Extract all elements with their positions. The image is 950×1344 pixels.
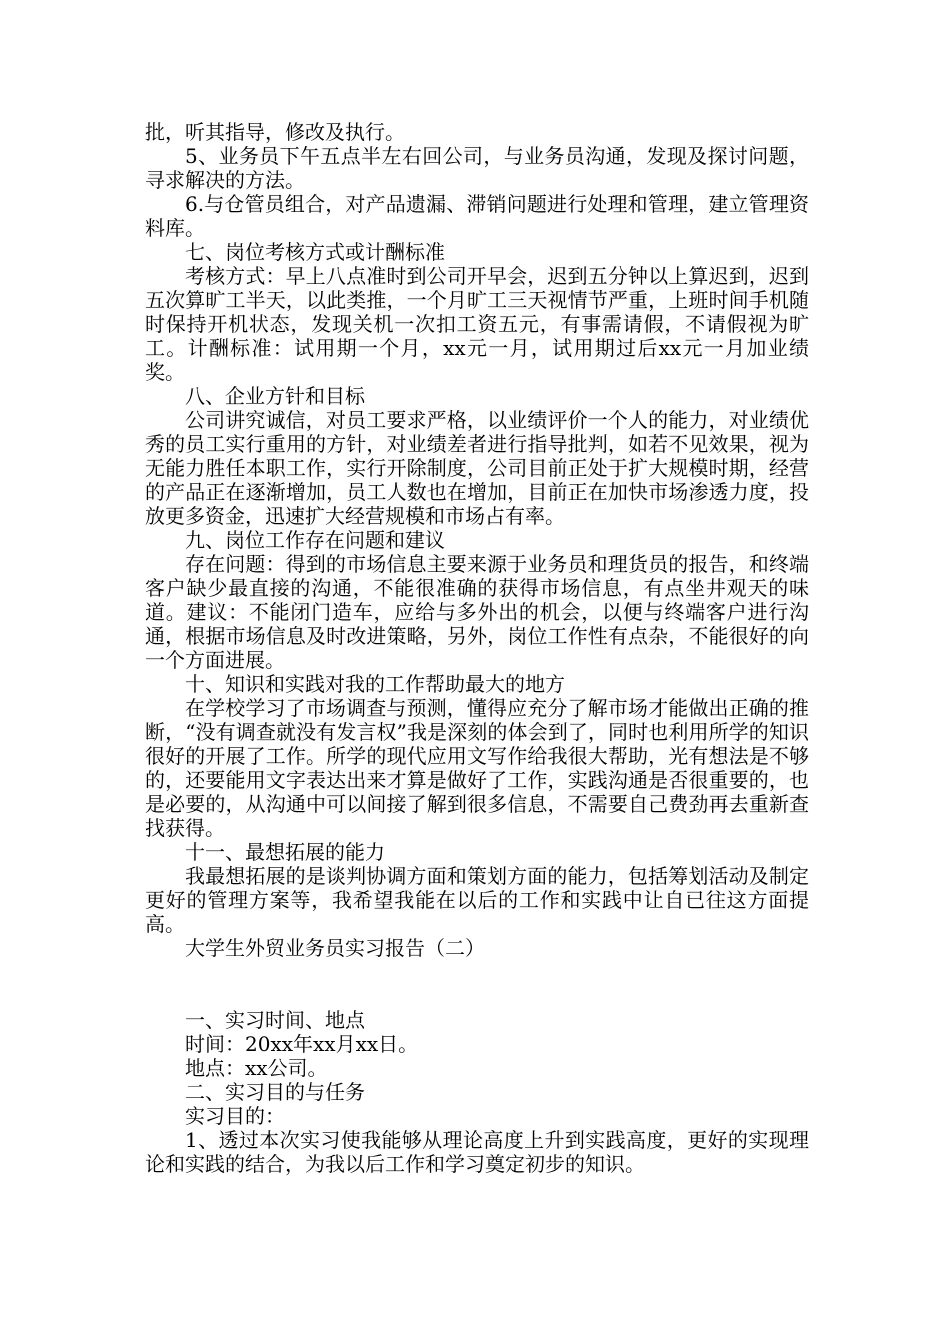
blank-line bbox=[145, 960, 809, 1008]
paragraph-item-6: 6.与仓管员组合，对产品遗漏、滞销问题进行处理和管理，建立管理资料库。 bbox=[145, 192, 809, 240]
section-heading-9: 九、岗位工作存在问题和建议 bbox=[185, 528, 445, 552]
paragraph-problems: 存在问题：得到的市场信息主要来源于业务员和理货员的报告，和终端客户缺少最直接的沟通，不能很准确的获得市场信息，有点坐井观天的味道。建议：不能闭门造车，应给与多外出的机会，以便与终端客户进行沟通，根据市场信息及时改进策略，另外，岗位工作性有点杂，不能很好的向一个方面进展。 bbox=[145, 552, 809, 672]
paragraph-location: 地点：xx公司。 bbox=[185, 1056, 328, 1080]
paragraph-time: 时间：20xx年xx月xx日。 bbox=[185, 1032, 419, 1056]
section-heading-2: 二、实习目的与任务 bbox=[185, 1080, 365, 1104]
section-heading-7: 七、岗位考核方式或计酬标准 bbox=[185, 240, 445, 264]
paragraph-purpose-label: 实习目的： bbox=[185, 1104, 285, 1128]
paragraph-company-policy: 公司讲究诚信，对员工要求严格，以业绩评价一个人的能力，对业绩优秀的员工实行重用的方针，对业绩差者进行指导批判，如若不见效果，视为无能力胜任本职工作，实行开除制度，公司目前正处于扩大规模时期，经营的产品正在逐渐增加，员工人数也在增加，目前正在加快市场渗透力度，投放更多资金，迅速扩大经营规模和市场占有率。 bbox=[145, 408, 809, 528]
paragraph-assessment: 考核方式：早上八点准时到公司开早会，迟到五分钟以上算迟到，迟到五次算旷工半天，以此类推，一个月旷工三天视情节严重，上班时间手机随时保持开机状态，发现关机一次扣工资五元，有事需请假，不请假视为旷工。计酬标准：试用期一个月，xx元一月，试用期过后xx元一月加业绩奖。 bbox=[145, 264, 809, 384]
document-body bbox=[145, 120, 809, 1176]
paragraph-item-5: 5、业务员下午五点半左右回公司，与业务员沟通，发现及探讨问题，寻求解决的方法。 bbox=[145, 144, 809, 192]
paragraph-purpose-1: 1、透过本次实习使我能够从理论高度上升到实践高度，更好的实现理论和实践的结合，为我以后工作和学习奠定初步的知识。 bbox=[145, 1128, 809, 1176]
section-heading-8: 八、企业方针和目标 bbox=[185, 384, 365, 408]
report-title-2: 大学生外贸业务员实习报告（二） bbox=[185, 936, 485, 960]
section-heading-10: 十、知识和实践对我的工作帮助最大的地方 bbox=[185, 672, 565, 696]
paragraph-knowledge: 在学校学习了市场调查与预测，懂得应充分了解市场才能做出正确的推断，“没有调查就没有发言权”我是深刻的体会到了，同时也利用所学的知识很好的开展了工作。所学的现代应用文写作给我很大帮助，光有想法是不够的，还要能用文字表达出来才算是做好了工作，实践沟通是否很重要的，也是必要的，从沟通中可以间接了解到很多信息，不需要自己费劲再去重新查找获得。 bbox=[145, 696, 809, 840]
paragraph-continuation: 批，听其指导，修改及执行。 bbox=[145, 120, 405, 144]
section-heading-11: 十一、最想拓展的能力 bbox=[185, 840, 385, 864]
paragraph-abilities: 我最想拓展的是谈判协调方面和策划方面的能力，包括筹划活动及制定更好的管理方案等，我希望我能在以后的工作和实践中让自已往这方面提高。 bbox=[145, 864, 809, 936]
section-heading-1: 一、实习时间、地点 bbox=[185, 1008, 365, 1032]
